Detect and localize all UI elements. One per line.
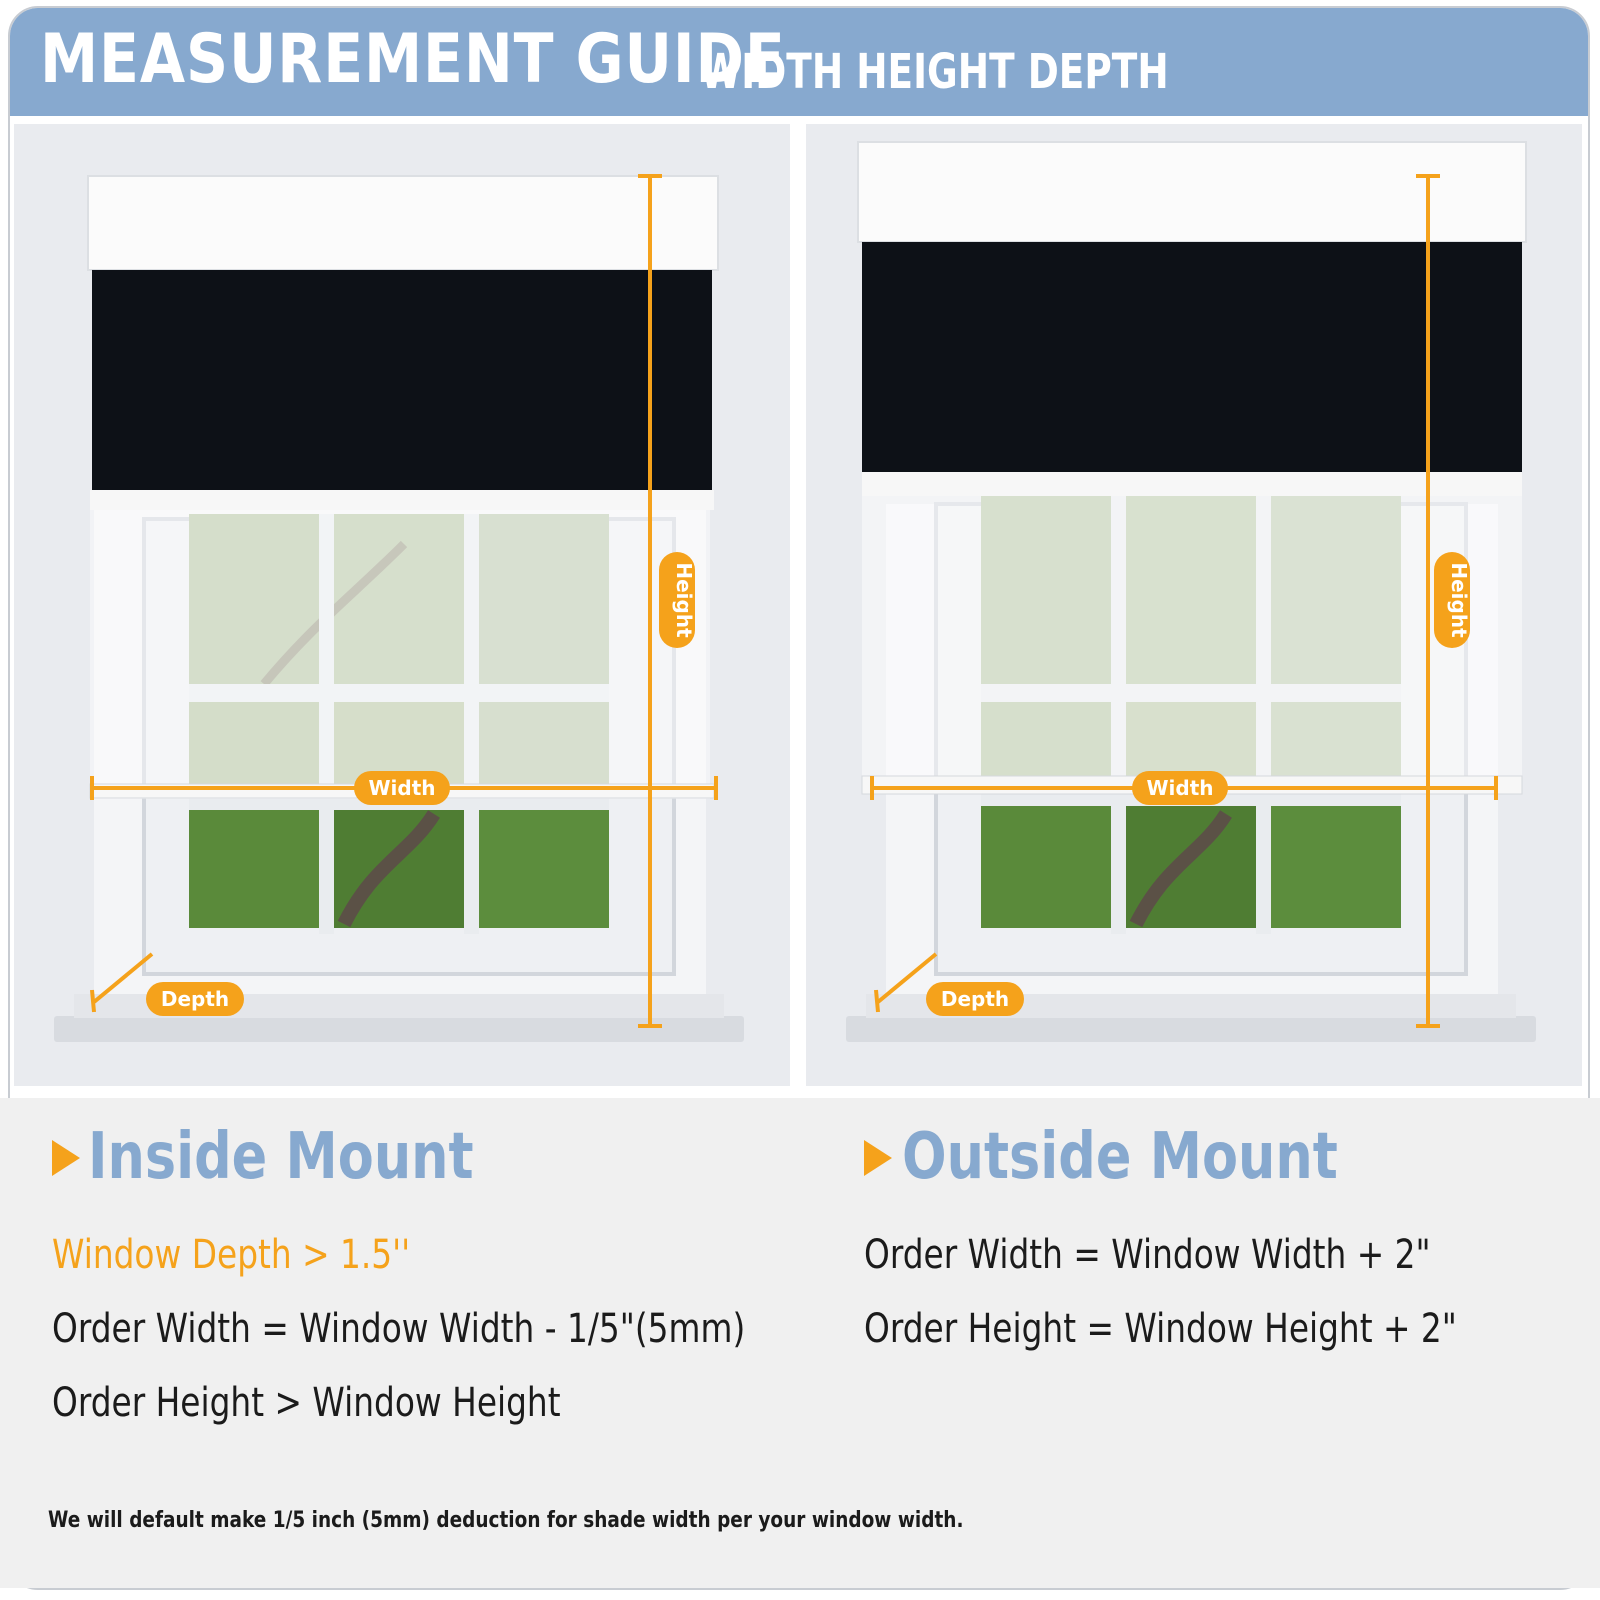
sheer-fabric [862,484,1522,784]
outside-mount-marker-icon [864,1140,892,1176]
window-sill [54,1016,744,1042]
page-title: MEASUREMENT GUIDE [40,20,786,99]
inside-mount-marker-icon [52,1140,80,1176]
cassette-headrail [88,176,718,270]
footnote: We will default make 1/5 inch (5mm) deduction for shade width per your window width. [48,1508,964,1533]
blackout-band [92,270,712,490]
blackout-band [862,242,1522,472]
outside-mount-width-rule: Order Width = Window Width + 2" [864,1232,1431,1278]
outside-mount-title: Outside Mount [902,1120,1338,1194]
inside-mount-width-rule: Order Width = Window Width - 1/5"(5mm) [52,1306,746,1352]
inside-mount-title: Inside Mount [88,1120,474,1194]
cassette-headrail [858,142,1526,242]
height-label: Height [672,562,696,638]
width-label: Width [368,776,436,800]
inside-mount-illustration [14,124,790,1086]
upper-rail [90,490,714,510]
window-sill [846,1016,1536,1042]
height-label: Height [1447,562,1471,638]
outside-mount-height-rule: Order Height = Window Height + 2" [864,1306,1457,1352]
sheer-fabric [90,499,710,799]
outside-mount-illustration [806,124,1582,1086]
inside-mount-height-rule: Order Height > Window Height [52,1380,561,1426]
page-subtitle: WIDTH HEIGHT DEPTH [700,44,1169,100]
inside-mount-depth-requirement: Window Depth > 1.5'' [52,1232,411,1278]
depth-label: Depth [940,987,1010,1011]
upper-rail [862,472,1522,496]
width-label: Width [1146,776,1214,800]
header-banner [10,8,1588,116]
depth-label: Depth [160,987,230,1011]
